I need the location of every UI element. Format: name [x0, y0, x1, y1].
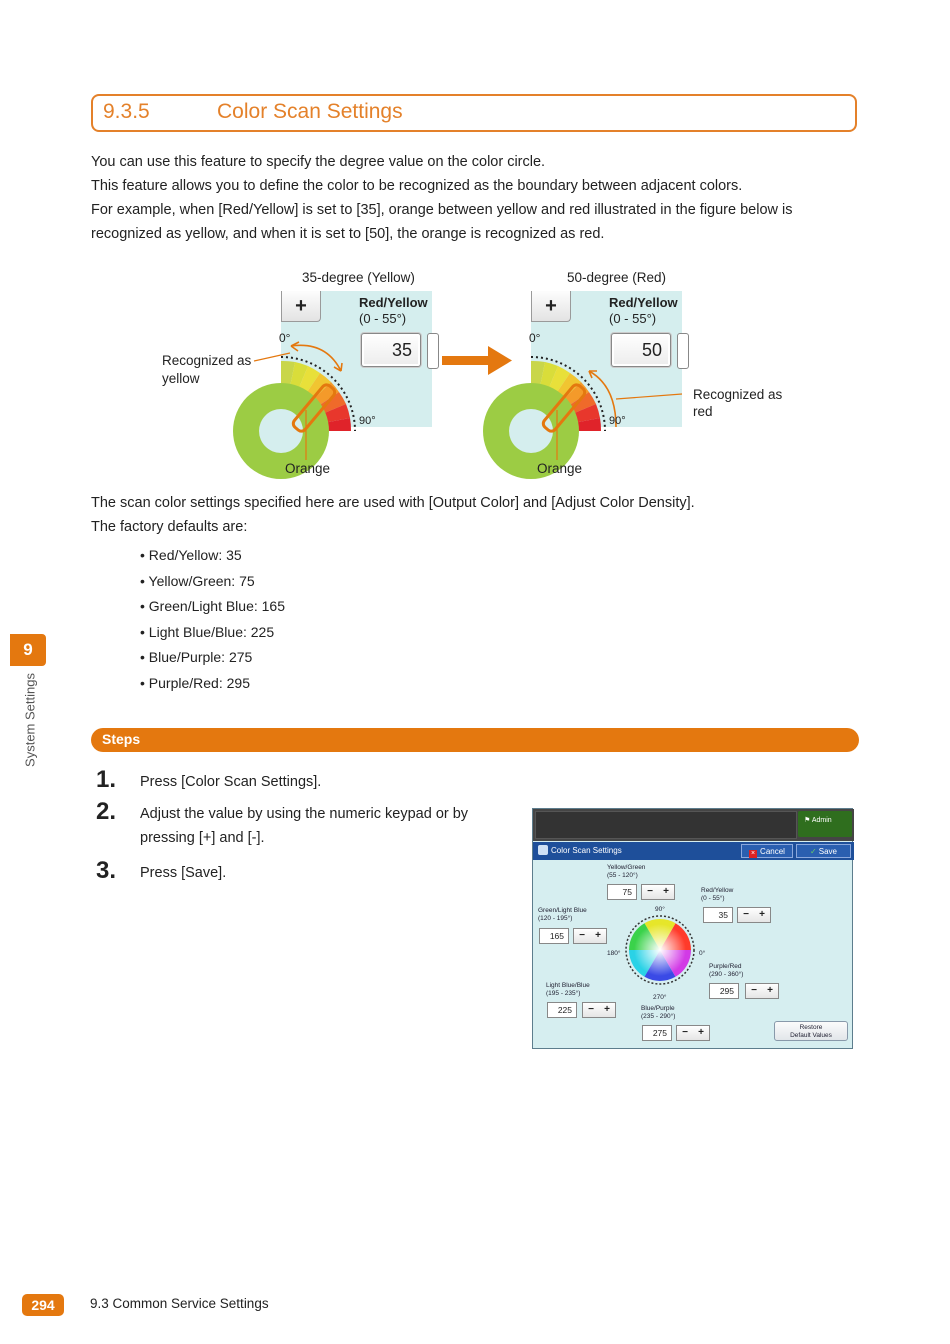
- step-text: Adjust the value by using the numeric keypad or by: [140, 806, 469, 822]
- section-number: 9.3.5: [103, 100, 150, 123]
- degree-0-label: 0°: [699, 950, 706, 957]
- color-scan-settings-screenshot: [532, 808, 853, 1049]
- step-text: Press [Save].: [140, 865, 227, 881]
- step-number: 2.: [96, 798, 117, 825]
- save-button: ✓ Save: [796, 844, 851, 858]
- yellow-callout-line: [252, 350, 292, 364]
- green-lightblue-value: 165: [539, 928, 569, 944]
- intro-line-2: This feature allows you to define the color to be recognized as the boundary between adjacent colors.: [91, 178, 743, 194]
- default-item: • Purple/Red: 295: [140, 675, 250, 691]
- yellow-green-label: Yellow/Green (55 - 120°): [607, 864, 646, 879]
- next-control-edge: [677, 333, 689, 369]
- blue-purple-value: 275: [642, 1025, 672, 1041]
- red-yellow-value-35: 35: [361, 333, 421, 367]
- ninety-degree-label: 90°: [609, 415, 626, 427]
- steps-label: Steps: [102, 731, 141, 747]
- admin-button: ⚑ Admin: [798, 811, 852, 837]
- intro-line-1: You can use this feature to specify the degree value on the color circle.: [91, 154, 546, 170]
- step-number: 3.: [96, 857, 117, 884]
- right-arrow-icon: [442, 346, 514, 376]
- recognized-as-yellow-callout: Recognized as yellow: [162, 353, 252, 386]
- default-item: • Blue/Purple: 275: [140, 649, 253, 665]
- orange-right-label: Orange: [537, 461, 583, 476]
- red-yellow-value-50: 50: [611, 333, 671, 367]
- purple-red-value: 295: [709, 983, 739, 999]
- restore-default-values-button: Restore Default Values: [774, 1021, 848, 1041]
- lightblue-blue-label: Light Blue/Blue (195 - 235°): [546, 982, 590, 997]
- default-item: • Yellow/Green: 75: [140, 573, 255, 589]
- step-number: 1.: [96, 766, 117, 793]
- green-lightblue-stepper: − +: [573, 928, 607, 944]
- cancel-x-icon: ×: [751, 850, 756, 857]
- purple-red-label: Purple/Red (290 - 360°): [709, 963, 744, 978]
- green-lightblue-label: Green/Light Blue (120 - 195°): [538, 907, 587, 922]
- section-heading-box: [91, 94, 857, 132]
- default-item: • Red/Yellow: 35: [140, 547, 242, 563]
- blue-purple-label: Blue/Purple (235 - 290°): [641, 1005, 676, 1020]
- yellow-green-value: 75: [607, 884, 637, 900]
- zero-degree-label: 0°: [279, 331, 291, 345]
- screen-message-area: [535, 811, 797, 839]
- factory-defaults-line: The factory defaults are:: [91, 519, 248, 535]
- chapter-side-label: System Settings: [22, 673, 38, 767]
- section-title: Color Scan Settings: [217, 100, 403, 123]
- left-figure-panel: [281, 291, 432, 427]
- check-icon: ✓: [810, 847, 817, 856]
- degree-90-label: 90°: [655, 906, 665, 913]
- yellow-green-stepper: − +: [641, 884, 675, 900]
- intro-line-4: recognized as yellow, and when it is set to [50], the orange is recognized as red.: [91, 226, 605, 242]
- left-figure-caption: 35-degree (Yellow): [302, 270, 415, 285]
- red-yellow-label: Red/Yellow (0 - 55°): [359, 295, 428, 326]
- zero-degree-label: 0°: [529, 331, 541, 345]
- next-control-edge: [427, 333, 439, 369]
- purple-red-stepper: − +: [745, 983, 779, 999]
- plus-button: +: [281, 291, 321, 322]
- degree-180-label: 180°: [607, 950, 621, 957]
- recognized-as-red-callout: Recognized as red: [693, 387, 783, 419]
- ninety-degree-label: 90°: [359, 415, 376, 427]
- step-text: pressing [+] and [-].: [140, 830, 265, 846]
- orange-left-label: Orange: [285, 461, 331, 476]
- right-figure-panel: [531, 291, 682, 427]
- default-item: • Light Blue/Blue: 225: [140, 624, 275, 640]
- settings-icon: [538, 845, 548, 855]
- chapter-tab: 9: [10, 634, 46, 666]
- step-text: Press [Color Scan Settings].: [140, 774, 322, 790]
- plus-button: +: [531, 291, 571, 322]
- default-item: • Green/Light Blue: 165: [140, 598, 286, 614]
- red-yellow-label: Red/Yellow (0 - 55°): [609, 295, 678, 326]
- cancel-button: × Cancel: [741, 844, 793, 858]
- blue-purple-stepper: − +: [676, 1025, 710, 1041]
- steps-bar: [91, 728, 859, 752]
- intro-line-3: For example, when [Red/Yellow] is set to [35], orange between yellow and red illustrated in the figure below is: [91, 202, 793, 218]
- lightblue-blue-stepper: − +: [582, 1002, 616, 1018]
- page-number: 294: [22, 1294, 64, 1316]
- lightblue-blue-value: 225: [547, 1002, 577, 1018]
- footer-section: 9.3 Common Service Settings: [90, 1296, 269, 1311]
- usage-line: The scan color settings specified here are used with [Output Color] and [Adjust Color Density].: [91, 495, 695, 511]
- degree-270-label: 270°: [653, 994, 667, 1001]
- screen-title: Color Scan Settings: [551, 846, 622, 855]
- right-figure-caption: 50-degree (Red): [567, 270, 667, 285]
- red-yellow-stepper: − +: [737, 907, 771, 923]
- red-yellow-label: Red/Yellow (0 - 55°): [701, 887, 734, 902]
- red-yellow-value: 35: [703, 907, 733, 923]
- orange-left-callout-line: [304, 410, 308, 460]
- orange-right-callout-line: [555, 410, 559, 460]
- color-wheel: [625, 915, 695, 985]
